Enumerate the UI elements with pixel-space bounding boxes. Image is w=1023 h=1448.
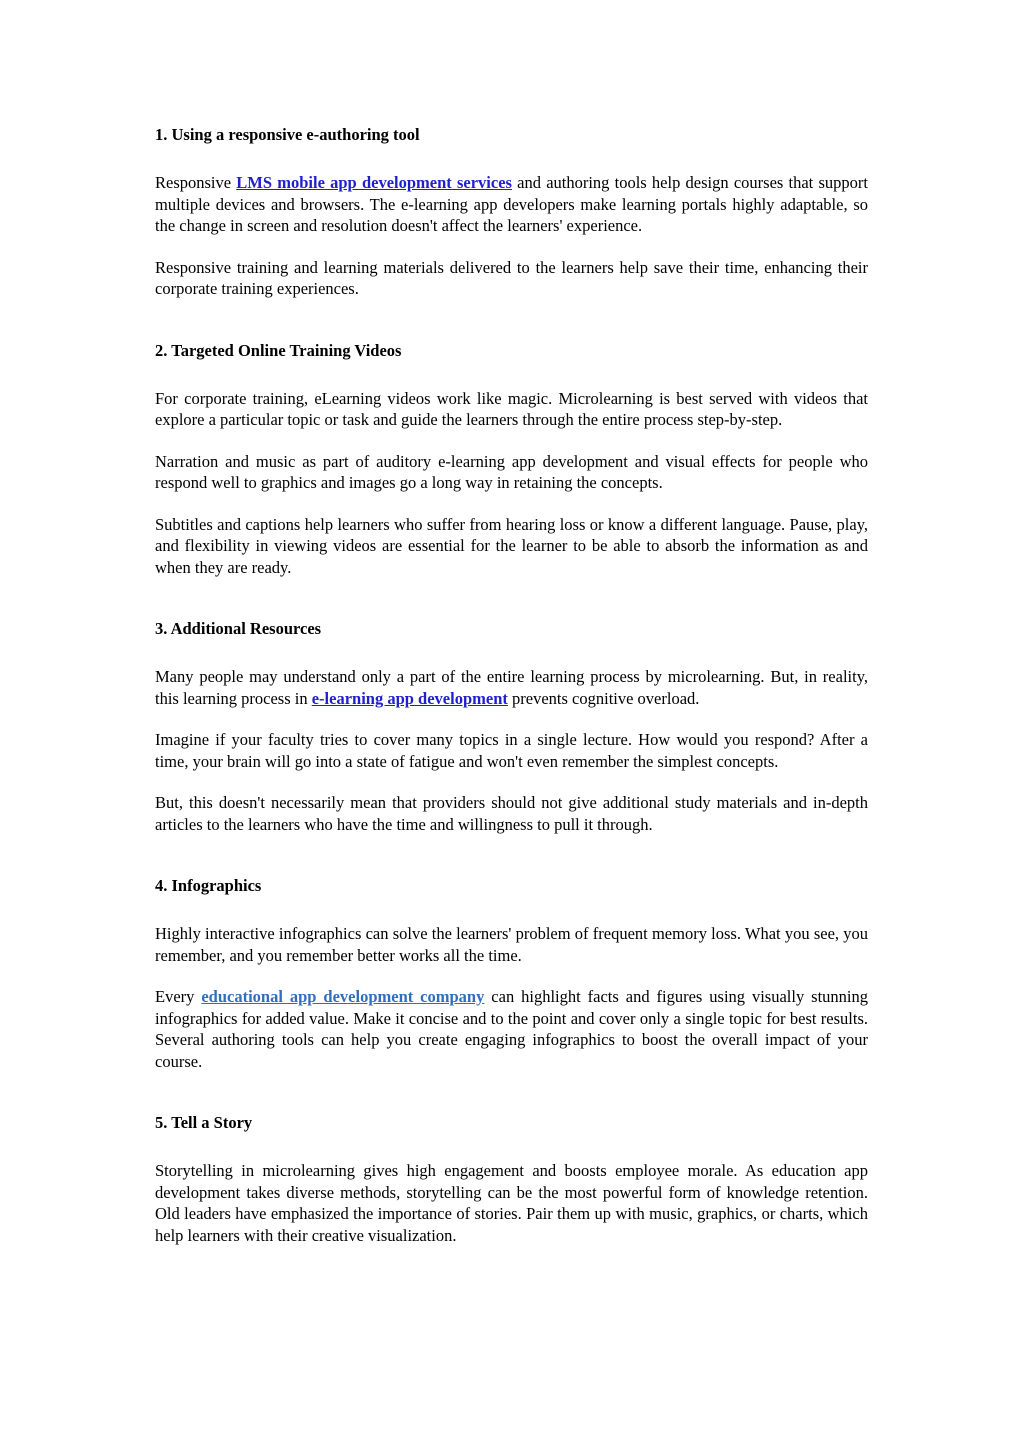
section-heading: 3. Additional Resources [155,619,322,638]
section-heading: 1. Using a responsive e-authoring tool [155,125,420,144]
section-5 [155,1112,868,1246]
section-heading: 5. Tell a Story [155,1113,253,1132]
paragraph: For corporate training, eLearning videos work like magic. Microlearning is best served with videos that explore a particular topic or task and guide the learners through the entire process step-by-step. [155,388,868,429]
document-page [155,124,868,1246]
paragraph: Highly interactive infographics can solve the learners' problem of frequent memory loss. What you see, you remember, and you remember better works all the time. [155,924,868,965]
paragraph: Subtitles and captions help learners who suffer from hearing loss or know a different language. Pause, play, and flexibility in viewing videos are essential for the learner to be able to absorb the information as and when they are ready. [155,514,868,577]
educational-app-development-company-link[interactable]: educational app development company [201,987,485,1006]
paragraph: Responsive training and learning materials delivered to the learners help save their time, enhancing their corporate training experiences. [155,257,868,298]
section-4 [155,875,868,1072]
section-1 [155,124,868,300]
e-learning-app-development-link[interactable]: e-learning app development [311,688,508,708]
paragraph: Imagine if your faculty tries to cover many topics in a single lecture. How would you respond? After a time, your brain will go into a state of fatigue and won't even remember the simplest concepts. [155,730,868,771]
paragraph-text: Many people may understand only a part of the entire learning process by microlearning. But, in reality, this learning process in [155,667,868,708]
paragraph-text: prevents cognitive overload. [507,688,700,708]
paragraph [155,986,868,1072]
section-2 [155,340,868,579]
paragraph-text: Responsive [155,173,237,192]
paragraph [155,666,868,709]
paragraph-text: Every [155,987,202,1006]
lms-mobile-app-development-services-link[interactable]: LMS mobile app development services [236,173,512,192]
paragraph-text: and authoring tools help design courses that support multiple devices and browsers. The e-learning app developers make learning portals highly adaptable, so the change in screen and resolution doesn't affect the learners' experience. [155,173,868,235]
paragraph: Narration and music as part of auditory e-learning app development and visual effects for people who respond well to graphics and images go a long way in retaining the concepts. [155,451,868,492]
section-heading: 4. Infographics [155,876,262,895]
paragraph: But, this doesn't necessarily mean that providers should not give additional study materials and in-depth articles to the learners who have the time and willingness to pull it through. [155,793,868,834]
paragraph [155,172,868,237]
section-3 [155,618,868,835]
paragraph-text: can highlight facts and figures using visually stunning infographics for added value. Make it concise and to the point and cover only a single topic for best results. Several authoring tools can help you create engaging infographics to boost the overall impact of your course. [155,987,868,1071]
section-heading: 2. Targeted Online Training Videos [155,340,402,360]
paragraph: Storytelling in microlearning gives high engagement and boosts employee morale. As education app development takes diverse methods, storytelling can be the most powerful form of knowledge retention. Old leaders have emphasized the importance of stories. Pair them up with music, graphics, or charts, which help learners with their creative visualization. [155,1161,868,1245]
